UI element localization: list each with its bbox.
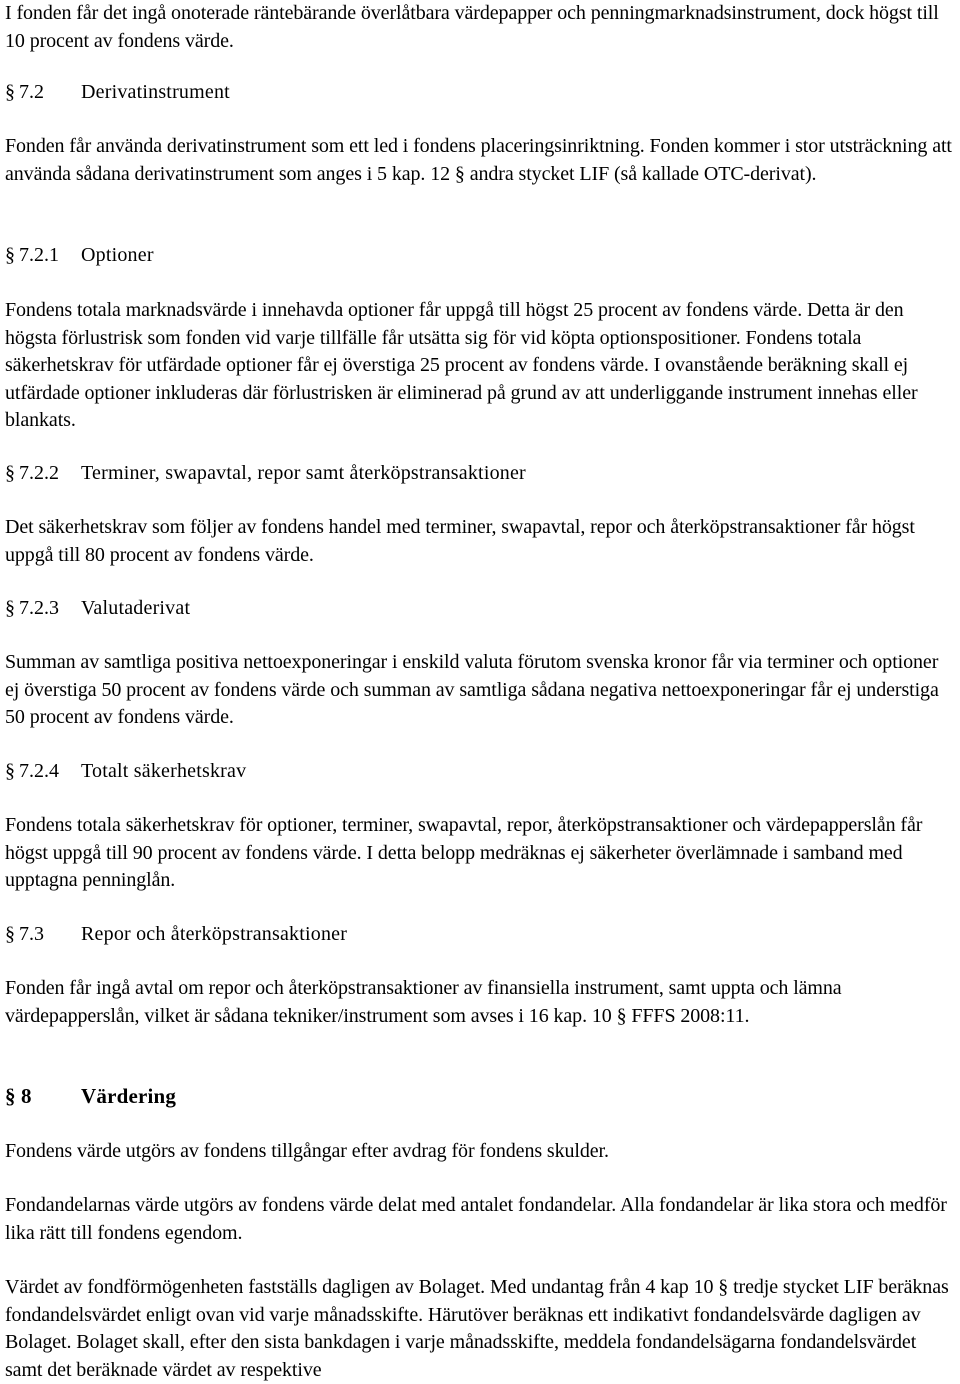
paragraph-valutaderivat: Summan av samtliga positiva nettoexponeringar i enskild valuta förutom svenska kronor får via terminer och optioner ej överstiga 50 procent av fondens värde och summan av samtliga sådana negativa nettoexponeringar får ej understiga 50 procent av fondens värde. (5, 651, 939, 729)
heading-title: Värdering (81, 1084, 177, 1108)
heading-number: 7.2.3 (19, 597, 59, 619)
heading-title: Optioner (81, 244, 154, 266)
heading-7-2-4 (5, 758, 957, 786)
section-sign-icon: § (5, 1084, 16, 1108)
heading-number: 7.2.1 (19, 244, 59, 266)
paragraph-fondformogenheten: Värdet av fondförmögenheten fastställs dagligen av Bolaget. Med undantag från 4 kap 10 § tredje stycket LIF beräknas fondandelsvärdet enligt ovan vid varje månadsskifte. Härutöver beräknas ett indikativt fondandelsvärde dagligen av Bolaget. Bolaget skall, efter den sista bankdagen i varje månadsskifte, meddela fondandelsägarna fondandelsvärdet samt det beräknade värdet av respektive (5, 1276, 949, 1381)
heading-title: Repor och återköpstransaktioner (81, 923, 348, 945)
paragraph-onoterade: I fonden får det ingå onoterade räntebärande överlåtbara värdepapper och penningmarknadsinstrument, dock högst till 10 procent av fondens värde. (5, 2, 939, 52)
heading-number: 8 (21, 1084, 32, 1108)
paragraph-repor: Fonden får ingå avtal om repor och återköpstransaktioner av finansiella instrument, samt uppta och lämna värdepapperslån, vilket är sådana tekniker/instrument som avses i 16 kap. 10 § FFFS 2008:11. (5, 977, 842, 1027)
paragraph-fondandelarnas-varde: Fondandelarnas värde utgörs av fondens värde delat med antalet fondandelar. Alla fondandelar är lika stora och medför lika rätt till fondens egendom. (5, 1194, 947, 1244)
heading-7-2 (5, 79, 957, 107)
heading-number: 7.2.4 (19, 760, 59, 782)
heading-7-2-3 (5, 595, 957, 623)
heading-title: Totalt säkerhetskrav (81, 760, 247, 782)
heading-title: Valutaderivat (81, 597, 191, 619)
section-sign-icon: § (5, 760, 15, 782)
heading-number: 7.2.2 (19, 462, 59, 484)
section-sign-icon: § (5, 923, 15, 945)
section-sign-icon: § (5, 244, 15, 266)
heading-7-2-2 (5, 460, 957, 488)
paragraph-optioner: Fondens totala marknadsvärde i innehavda optioner får uppgå till högst 25 procent av fondens värde. Detta är den högsta förlustrisk som fonden vid varje tillfälle får utsätta sig för vid köpta optionspositioner. Fondens totala säkerhetskrav för utfärdade optioner får ej överstiga 25 procent av fondens värde. I ovanstående beräkning skall ej utfärdade optioner inkluderas där förlustrisken är eliminerad på grund av att underliggande instrument innehas eller blankats. (5, 299, 918, 432)
heading-7-3 (5, 921, 957, 949)
paragraph-fondens-varde: Fondens värde utgörs av fondens tillgångar efter avdrag för fondens skulder. (5, 1140, 609, 1162)
heading-title: Terminer, swapavtal, repor samt återköpstransaktioner (81, 462, 526, 484)
paragraph-terminer: Det säkerhetskrav som följer av fondens handel med terminer, swapavtal, repor och återköpstransaktioner får högst uppgå till 80 procent av fondens värde. (5, 516, 915, 566)
heading-number: 7.3 (19, 923, 44, 945)
heading-title: Derivatinstrument (81, 81, 230, 103)
heading-8 (5, 1083, 957, 1111)
heading-7-2-1 (5, 242, 957, 270)
section-sign-icon: § (5, 81, 15, 103)
section-sign-icon: § (5, 462, 15, 484)
paragraph-totalt-sakerhetskrav: Fondens totala säkerhetskrav för optioner, terminer, swapavtal, repor, återköpstransaktioner och värdepapperslån får högst uppgå till 90 procent av fondens värde. I detta belopp medräknas ej säkerheter överlämnade i samband med upptagna penninglån. (5, 814, 923, 892)
paragraph-derivatinstrument: Fonden får använda derivatinstrument som ett led i fondens placeringsinriktning. Fonden kommer i stor utsträckning att använda sådana derivatinstrument som anges i 5 kap. 12 § andra stycket LIF (så kallade OTC-derivat). (5, 135, 952, 185)
section-sign-icon: § (5, 597, 15, 619)
heading-number: 7.2 (19, 81, 44, 103)
